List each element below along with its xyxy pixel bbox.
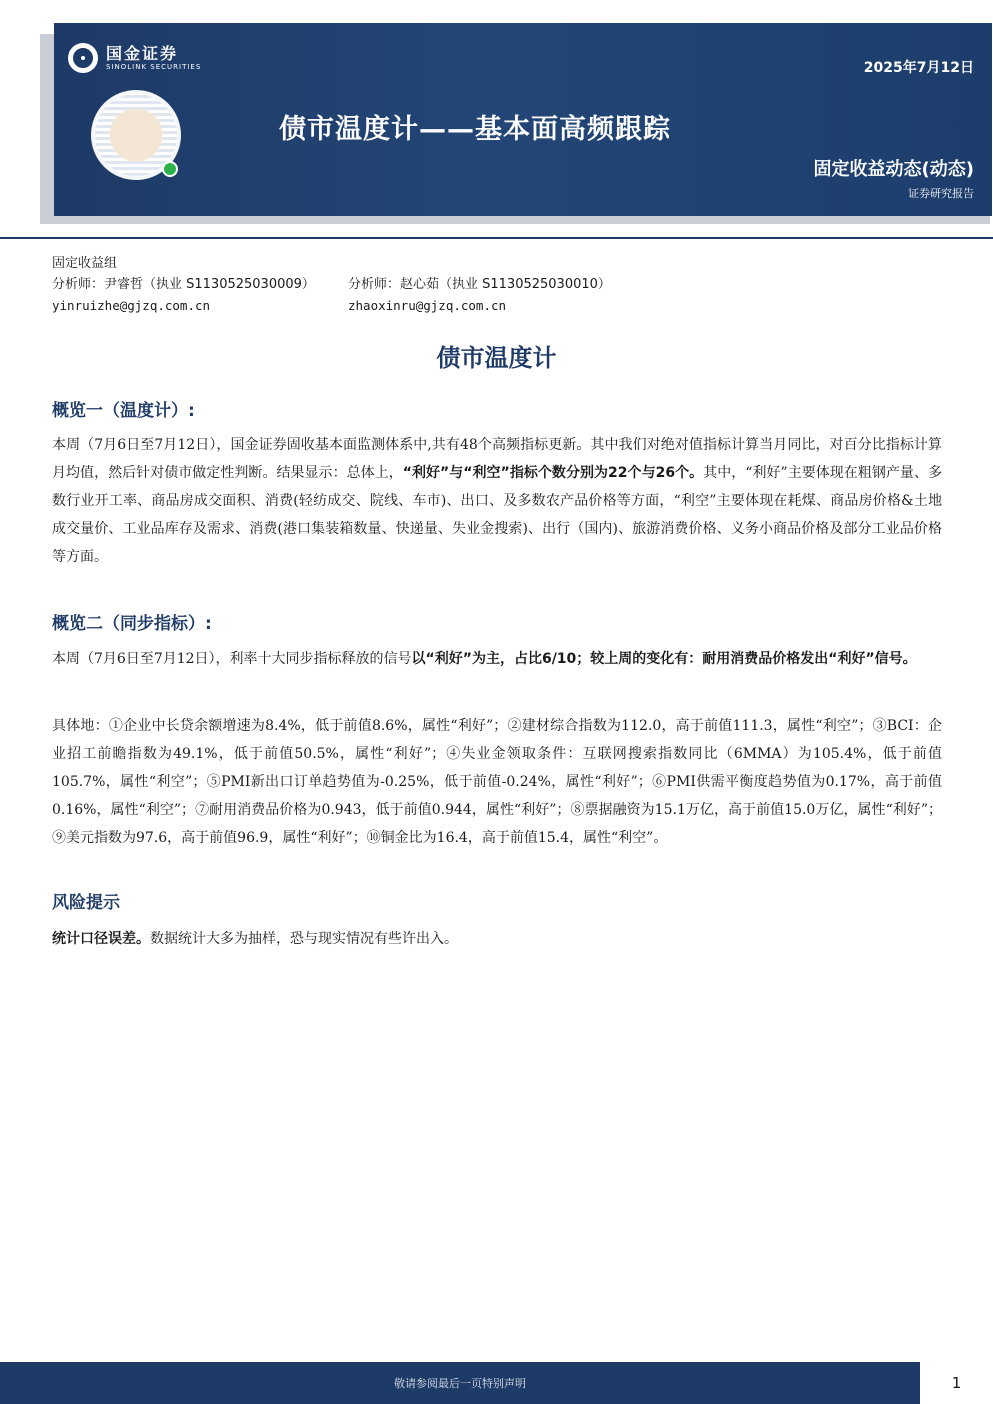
page-number: 1 [951,1374,962,1392]
wechat-miniprogram-icon [162,161,178,177]
section-heading-overview-2: 概览二（同步指标）: [52,614,212,634]
section-heading-overview-1: 概览一（温度计）: [52,401,195,421]
report-title: 债市温度计——基本面高频跟踪 [279,114,671,145]
overview-2-text-a: 本周（7月6日至7月12日），利率十大同步指标释放的信号 [52,651,412,667]
document-title: 债市温度计 [436,344,557,372]
report-type: 固定收益动态(动态) [813,159,974,180]
analyst-2-email[interactable]: zhaoxinru@gjzq.com.cn [348,298,507,313]
overview-1-text-a: 本周（7月6日至7月12日），国金证券固收基本面监测体系中,共有48个高频指标更新。其中我们对绝对值指标计算当月同比，对百分比指标计算月均值，然后针对债市做定性判断。结果显示：总体上， [52,437,942,481]
overview-2-summary [52,645,942,673]
risk-highlight: 统计口径误差。 [52,931,150,947]
disclaimer-note: 敬请参阅最后一页特别声明 [394,1377,526,1390]
section-heading-risk: 风险提示 [52,893,120,913]
overview-2-details: 具体地：①企业中长贷余额增速为8.4%，低于前值8.6%，属性“利好”；②建材综合指数为112.0，高于前值111.3，属性“利空”；③BCI：企业招工前瞻指数为49.1%，低于前值50.5%，属性“利好”；④失业金领取条件：互联网搜索指数同比（6MMA）为105.4%，低于前值105.7%，属性“利空”；⑤PMI新出口订单趋势值为-0.25%，低于前值-0.24%，属性“利好”；⑥PMI供需平衡度趋势值为0.17%，高于前值0.16%，属性“利空”；⑦耐用消费品价格为0.943，低于前值0.944，属性“利好”；⑧票据融资为15.1万亿，高于前值15.0万亿，属性“利好”；⑨美元指数为97.6，高于前值96.9，属性“利好”；⑩铜金比为16.4，高于前值15.4，属性“利空”。 [52,718,942,846]
overview-2-highlight: 以“利好”为主，占比6/10；较上周的变化有：耐用消费品价格发出“利好”信号。 [411,651,917,667]
team-name: 固定收益组 [52,256,118,271]
report-banner [54,23,992,216]
risk-paragraph [52,925,942,953]
risk-text: 数据统计大多为抽样，恐与现实情况有些许出入。 [150,931,458,947]
analyst-2: 分析师：赵心茹（执业 S1130525030010） [348,277,611,292]
analyst-1: 分析师：尹睿哲（执业 S1130525030009） [52,277,315,292]
overview-1-text-c: 其中，“利好”主要体现在粗钢产量、多数行业开工率、商品房成交面积、消费(轻纺成交、院线、车市)、出口、及多数农产品价格等方面，“利空”主要体现在耗煤、商品房价格&土地成交量价、工业品库存及需求、消费(港口集装箱数量、快递量、失业金搜索)、出行（国内)、旅游消费价格、义务小商品价格及部分工业品价格等方面。 [52,465,942,565]
logo-chinese-name: 国金证券 [106,43,179,63]
report-date: 2025年7月12日 [863,60,974,76]
page-footer [0,1362,993,1404]
overview-1-paragraph [52,431,942,571]
header-divider [0,237,993,239]
company-logo [68,43,201,73]
overview-1-highlight: “利好”与“利空”指标个数分别为22个与26个。 [402,465,704,481]
logo-english-name: SINOLINK SECURITIES [106,62,202,71]
author-block [52,253,611,316]
report-category: 证券研究报告 [908,187,974,200]
analyst-1-email[interactable]: yinruizhe@gjzq.com.cn [52,298,211,313]
logo-ring-icon [68,43,98,73]
